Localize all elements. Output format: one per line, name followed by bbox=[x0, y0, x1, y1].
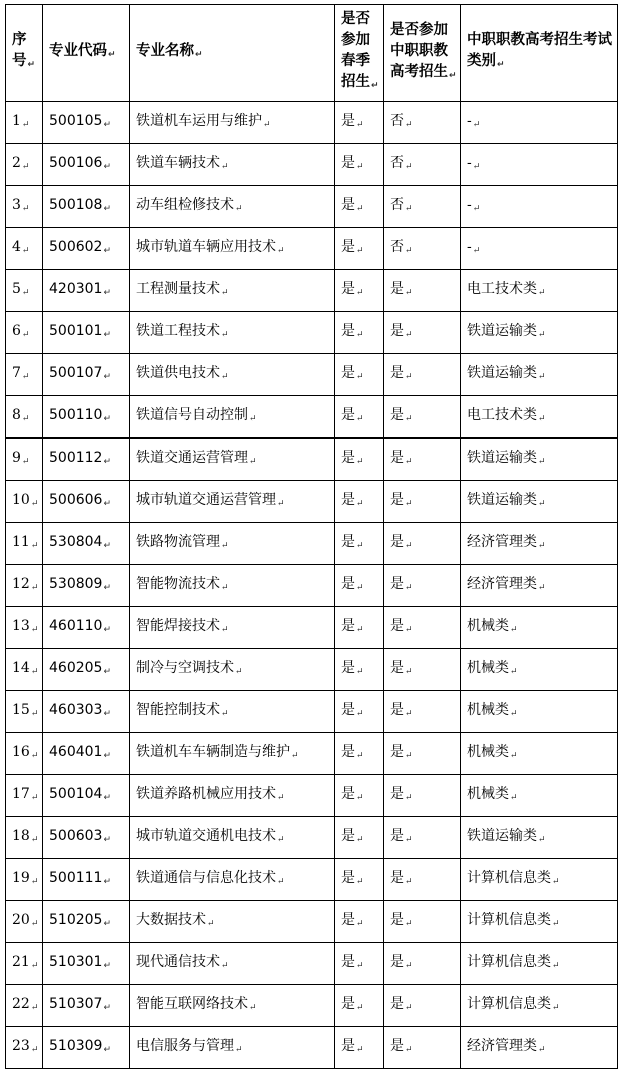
cell-category: 经济管理类 ↵ bbox=[461, 1027, 618, 1069]
cell-name: 铁道养路机械应用技术 ↵ bbox=[130, 775, 335, 817]
cell-spring: 是 ↵ bbox=[335, 144, 384, 186]
table-row bbox=[6, 985, 618, 1027]
cell-index: 20 ↵ bbox=[6, 901, 43, 943]
cell-spring: 是 ↵ bbox=[335, 102, 384, 144]
cell-category: 计算机信息类 ↵ bbox=[461, 901, 618, 943]
cell-index: 2 ↵ bbox=[6, 144, 43, 186]
cell-category: 电工技术类 ↵ bbox=[461, 396, 618, 439]
cell-code: 500101 ↵ bbox=[43, 312, 130, 354]
cell-code: 530804 ↵ bbox=[43, 523, 130, 565]
cell-category: 计算机信息类 ↵ bbox=[461, 859, 618, 901]
cell-spring: 是 ↵ bbox=[335, 523, 384, 565]
cell-name: 制冷与空调技术 ↵ bbox=[130, 649, 335, 691]
cell-name: 智能控制技术 ↵ bbox=[130, 691, 335, 733]
cell-code: 500111 ↵ bbox=[43, 859, 130, 901]
cell-code: 530809 ↵ bbox=[43, 565, 130, 607]
cell-spring: 是 ↵ bbox=[335, 438, 384, 481]
table-row bbox=[6, 691, 618, 733]
cell-spring: 是 ↵ bbox=[335, 481, 384, 523]
cell-vocational: 是 ↵ bbox=[384, 523, 461, 565]
cell-name: 铁路物流管理 ↵ bbox=[130, 523, 335, 565]
cell-vocational: 是 ↵ bbox=[384, 312, 461, 354]
cell-name: 城市轨道交通运营管理 ↵ bbox=[130, 481, 335, 523]
cell-category: - ↵ bbox=[461, 186, 618, 228]
cell-index: 17 ↵ bbox=[6, 775, 43, 817]
cell-index: 14 ↵ bbox=[6, 649, 43, 691]
table-row bbox=[6, 943, 618, 985]
cell-category: 机械类 ↵ bbox=[461, 733, 618, 775]
table-row bbox=[6, 607, 618, 649]
cell-code: 500105 ↵ bbox=[43, 102, 130, 144]
table-row bbox=[6, 270, 618, 312]
cell-category: 机械类 ↵ bbox=[461, 649, 618, 691]
header-spring: 是否参加春季招生 ↵ bbox=[335, 5, 384, 102]
cell-name: 城市轨道交通机电技术 ↵ bbox=[130, 817, 335, 859]
cell-spring: 是 ↵ bbox=[335, 565, 384, 607]
table-row bbox=[6, 102, 618, 144]
cell-category: 经济管理类 ↵ bbox=[461, 565, 618, 607]
cell-spring: 是 ↵ bbox=[335, 270, 384, 312]
cell-vocational: 是 ↵ bbox=[384, 396, 461, 439]
cell-index: 9 ↵ bbox=[6, 438, 43, 481]
cell-name: 智能物流技术 ↵ bbox=[130, 565, 335, 607]
cell-code: 510301 ↵ bbox=[43, 943, 130, 985]
cell-vocational: 否 ↵ bbox=[384, 144, 461, 186]
table-row bbox=[6, 354, 618, 396]
header-code: 专业代码 ↵ bbox=[43, 5, 130, 102]
table-row bbox=[6, 649, 618, 691]
cell-vocational: 是 ↵ bbox=[384, 943, 461, 985]
cell-spring: 是 ↵ bbox=[335, 943, 384, 985]
cell-spring: 是 ↵ bbox=[335, 649, 384, 691]
table-row bbox=[6, 523, 618, 565]
cell-index: 8 ↵ bbox=[6, 396, 43, 439]
cell-category: 铁道运输类 ↵ bbox=[461, 481, 618, 523]
cell-spring: 是 ↵ bbox=[335, 775, 384, 817]
cell-code: 460110 ↵ bbox=[43, 607, 130, 649]
cell-index: 13 ↵ bbox=[6, 607, 43, 649]
document-page bbox=[5, 4, 618, 1069]
cell-index: 7 ↵ bbox=[6, 354, 43, 396]
cell-category: 机械类 ↵ bbox=[461, 607, 618, 649]
cell-category: - ↵ bbox=[461, 102, 618, 144]
header-name: 专业名称 ↵ bbox=[130, 5, 335, 102]
cell-name: 智能互联网络技术 ↵ bbox=[130, 985, 335, 1027]
cell-category: 铁道运输类 ↵ bbox=[461, 817, 618, 859]
cell-index: 19 ↵ bbox=[6, 859, 43, 901]
cell-spring: 是 ↵ bbox=[335, 312, 384, 354]
cell-name: 大数据技术 ↵ bbox=[130, 901, 335, 943]
cell-index: 23 ↵ bbox=[6, 1027, 43, 1069]
majors-table bbox=[5, 4, 618, 1069]
cell-spring: 是 ↵ bbox=[335, 186, 384, 228]
cell-category: 铁道运输类 ↵ bbox=[461, 438, 618, 481]
cell-code: 500108 ↵ bbox=[43, 186, 130, 228]
cell-code: 500606 ↵ bbox=[43, 481, 130, 523]
table-row bbox=[6, 228, 618, 270]
table-row bbox=[6, 1027, 618, 1069]
cell-index: 6 ↵ bbox=[6, 312, 43, 354]
cell-spring: 是 ↵ bbox=[335, 396, 384, 439]
cell-name: 铁道信号自动控制 ↵ bbox=[130, 396, 335, 439]
cell-code: 500104 ↵ bbox=[43, 775, 130, 817]
cell-spring: 是 ↵ bbox=[335, 607, 384, 649]
cell-index: 11 ↵ bbox=[6, 523, 43, 565]
table-row bbox=[6, 775, 618, 817]
cell-category: 电工技术类 ↵ bbox=[461, 270, 618, 312]
cell-index: 10 ↵ bbox=[6, 481, 43, 523]
cell-code: 510307 ↵ bbox=[43, 985, 130, 1027]
cell-name: 铁道机车运用与维护 ↵ bbox=[130, 102, 335, 144]
cell-name: 铁道机车车辆制造与维护 ↵ bbox=[130, 733, 335, 775]
cell-index: 22 ↵ bbox=[6, 985, 43, 1027]
cell-vocational: 是 ↵ bbox=[384, 775, 461, 817]
cell-spring: 是 ↵ bbox=[335, 901, 384, 943]
cell-category: 经济管理类 ↵ bbox=[461, 523, 618, 565]
cell-vocational: 否 ↵ bbox=[384, 186, 461, 228]
table-row bbox=[6, 565, 618, 607]
cell-index: 16 ↵ bbox=[6, 733, 43, 775]
cell-spring: 是 ↵ bbox=[335, 354, 384, 396]
table-body bbox=[6, 102, 618, 1069]
cell-vocational: 是 ↵ bbox=[384, 901, 461, 943]
cell-vocational: 否 ↵ bbox=[384, 228, 461, 270]
cell-code: 460401 ↵ bbox=[43, 733, 130, 775]
cell-category: 机械类 ↵ bbox=[461, 775, 618, 817]
cell-index: 3 ↵ bbox=[6, 186, 43, 228]
cell-spring: 是 ↵ bbox=[335, 228, 384, 270]
cell-name: 工程测量技术 ↵ bbox=[130, 270, 335, 312]
cell-vocational: 是 ↵ bbox=[384, 565, 461, 607]
table-row bbox=[6, 733, 618, 775]
header-index: 序号 ↵ bbox=[6, 5, 43, 102]
table-row bbox=[6, 396, 618, 439]
cell-vocational: 是 ↵ bbox=[384, 607, 461, 649]
table-row bbox=[6, 438, 618, 481]
cell-category: 机械类 ↵ bbox=[461, 691, 618, 733]
cell-vocational: 是 ↵ bbox=[384, 817, 461, 859]
cell-code: 510309 ↵ bbox=[43, 1027, 130, 1069]
cell-name: 现代通信技术 ↵ bbox=[130, 943, 335, 985]
cell-vocational: 是 ↵ bbox=[384, 733, 461, 775]
cell-code: 460303 ↵ bbox=[43, 691, 130, 733]
table-row bbox=[6, 817, 618, 859]
table-row bbox=[6, 481, 618, 523]
cell-vocational: 是 ↵ bbox=[384, 985, 461, 1027]
cell-category: 铁道运输类 ↵ bbox=[461, 312, 618, 354]
cell-name: 铁道供电技术 ↵ bbox=[130, 354, 335, 396]
cell-index: 4 ↵ bbox=[6, 228, 43, 270]
cell-category: 计算机信息类 ↵ bbox=[461, 985, 618, 1027]
cell-spring: 是 ↵ bbox=[335, 733, 384, 775]
cell-index: 21 ↵ bbox=[6, 943, 43, 985]
cell-index: 12 ↵ bbox=[6, 565, 43, 607]
cell-code: 500107 ↵ bbox=[43, 354, 130, 396]
table-row bbox=[6, 312, 618, 354]
cell-vocational: 是 ↵ bbox=[384, 859, 461, 901]
cell-index: 5 ↵ bbox=[6, 270, 43, 312]
cell-name: 电信服务与管理 ↵ bbox=[130, 1027, 335, 1069]
cell-code: 500112 ↵ bbox=[43, 438, 130, 481]
cell-name: 铁道车辆技术 ↵ bbox=[130, 144, 335, 186]
cell-name: 铁道工程技术 ↵ bbox=[130, 312, 335, 354]
cell-spring: 是 ↵ bbox=[335, 817, 384, 859]
cell-vocational: 是 ↵ bbox=[384, 438, 461, 481]
header-row bbox=[6, 5, 618, 102]
cell-code: 500110 ↵ bbox=[43, 396, 130, 439]
cell-name: 城市轨道车辆应用技术 ↵ bbox=[130, 228, 335, 270]
cell-code: 420301 ↵ bbox=[43, 270, 130, 312]
cell-vocational: 是 ↵ bbox=[384, 1027, 461, 1069]
cell-spring: 是 ↵ bbox=[335, 859, 384, 901]
cell-spring: 是 ↵ bbox=[335, 1027, 384, 1069]
cell-category: - ↵ bbox=[461, 228, 618, 270]
table-row bbox=[6, 144, 618, 186]
cell-vocational: 否 ↵ bbox=[384, 102, 461, 144]
cell-code: 500603 ↵ bbox=[43, 817, 130, 859]
cell-vocational: 是 ↵ bbox=[384, 270, 461, 312]
cell-index: 15 ↵ bbox=[6, 691, 43, 733]
cell-category: - ↵ bbox=[461, 144, 618, 186]
cell-code: 500106 ↵ bbox=[43, 144, 130, 186]
cell-code: 510205 ↵ bbox=[43, 901, 130, 943]
cell-index: 18 ↵ bbox=[6, 817, 43, 859]
cell-index: 1 ↵ bbox=[6, 102, 43, 144]
header-vocational: 是否参加中职职教高考招生 ↵ bbox=[384, 5, 461, 102]
cell-category: 计算机信息类 ↵ bbox=[461, 943, 618, 985]
header-category: 中职职教高考招生考试类别 ↵ bbox=[461, 5, 618, 102]
cell-vocational: 是 ↵ bbox=[384, 354, 461, 396]
cell-name: 智能焊接技术 ↵ bbox=[130, 607, 335, 649]
cell-spring: 是 ↵ bbox=[335, 985, 384, 1027]
cell-name: 铁道交通运营管理 ↵ bbox=[130, 438, 335, 481]
cell-vocational: 是 ↵ bbox=[384, 481, 461, 523]
cell-name: 动车组检修技术 ↵ bbox=[130, 186, 335, 228]
cell-category: 铁道运输类 ↵ bbox=[461, 354, 618, 396]
cell-code: 460205 ↵ bbox=[43, 649, 130, 691]
cell-name: 铁道通信与信息化技术 ↵ bbox=[130, 859, 335, 901]
table-row bbox=[6, 859, 618, 901]
cell-spring: 是 ↵ bbox=[335, 691, 384, 733]
table-row bbox=[6, 186, 618, 228]
cell-vocational: 是 ↵ bbox=[384, 691, 461, 733]
table-row bbox=[6, 901, 618, 943]
cell-code: 500602 ↵ bbox=[43, 228, 130, 270]
cell-vocational: 是 ↵ bbox=[384, 649, 461, 691]
